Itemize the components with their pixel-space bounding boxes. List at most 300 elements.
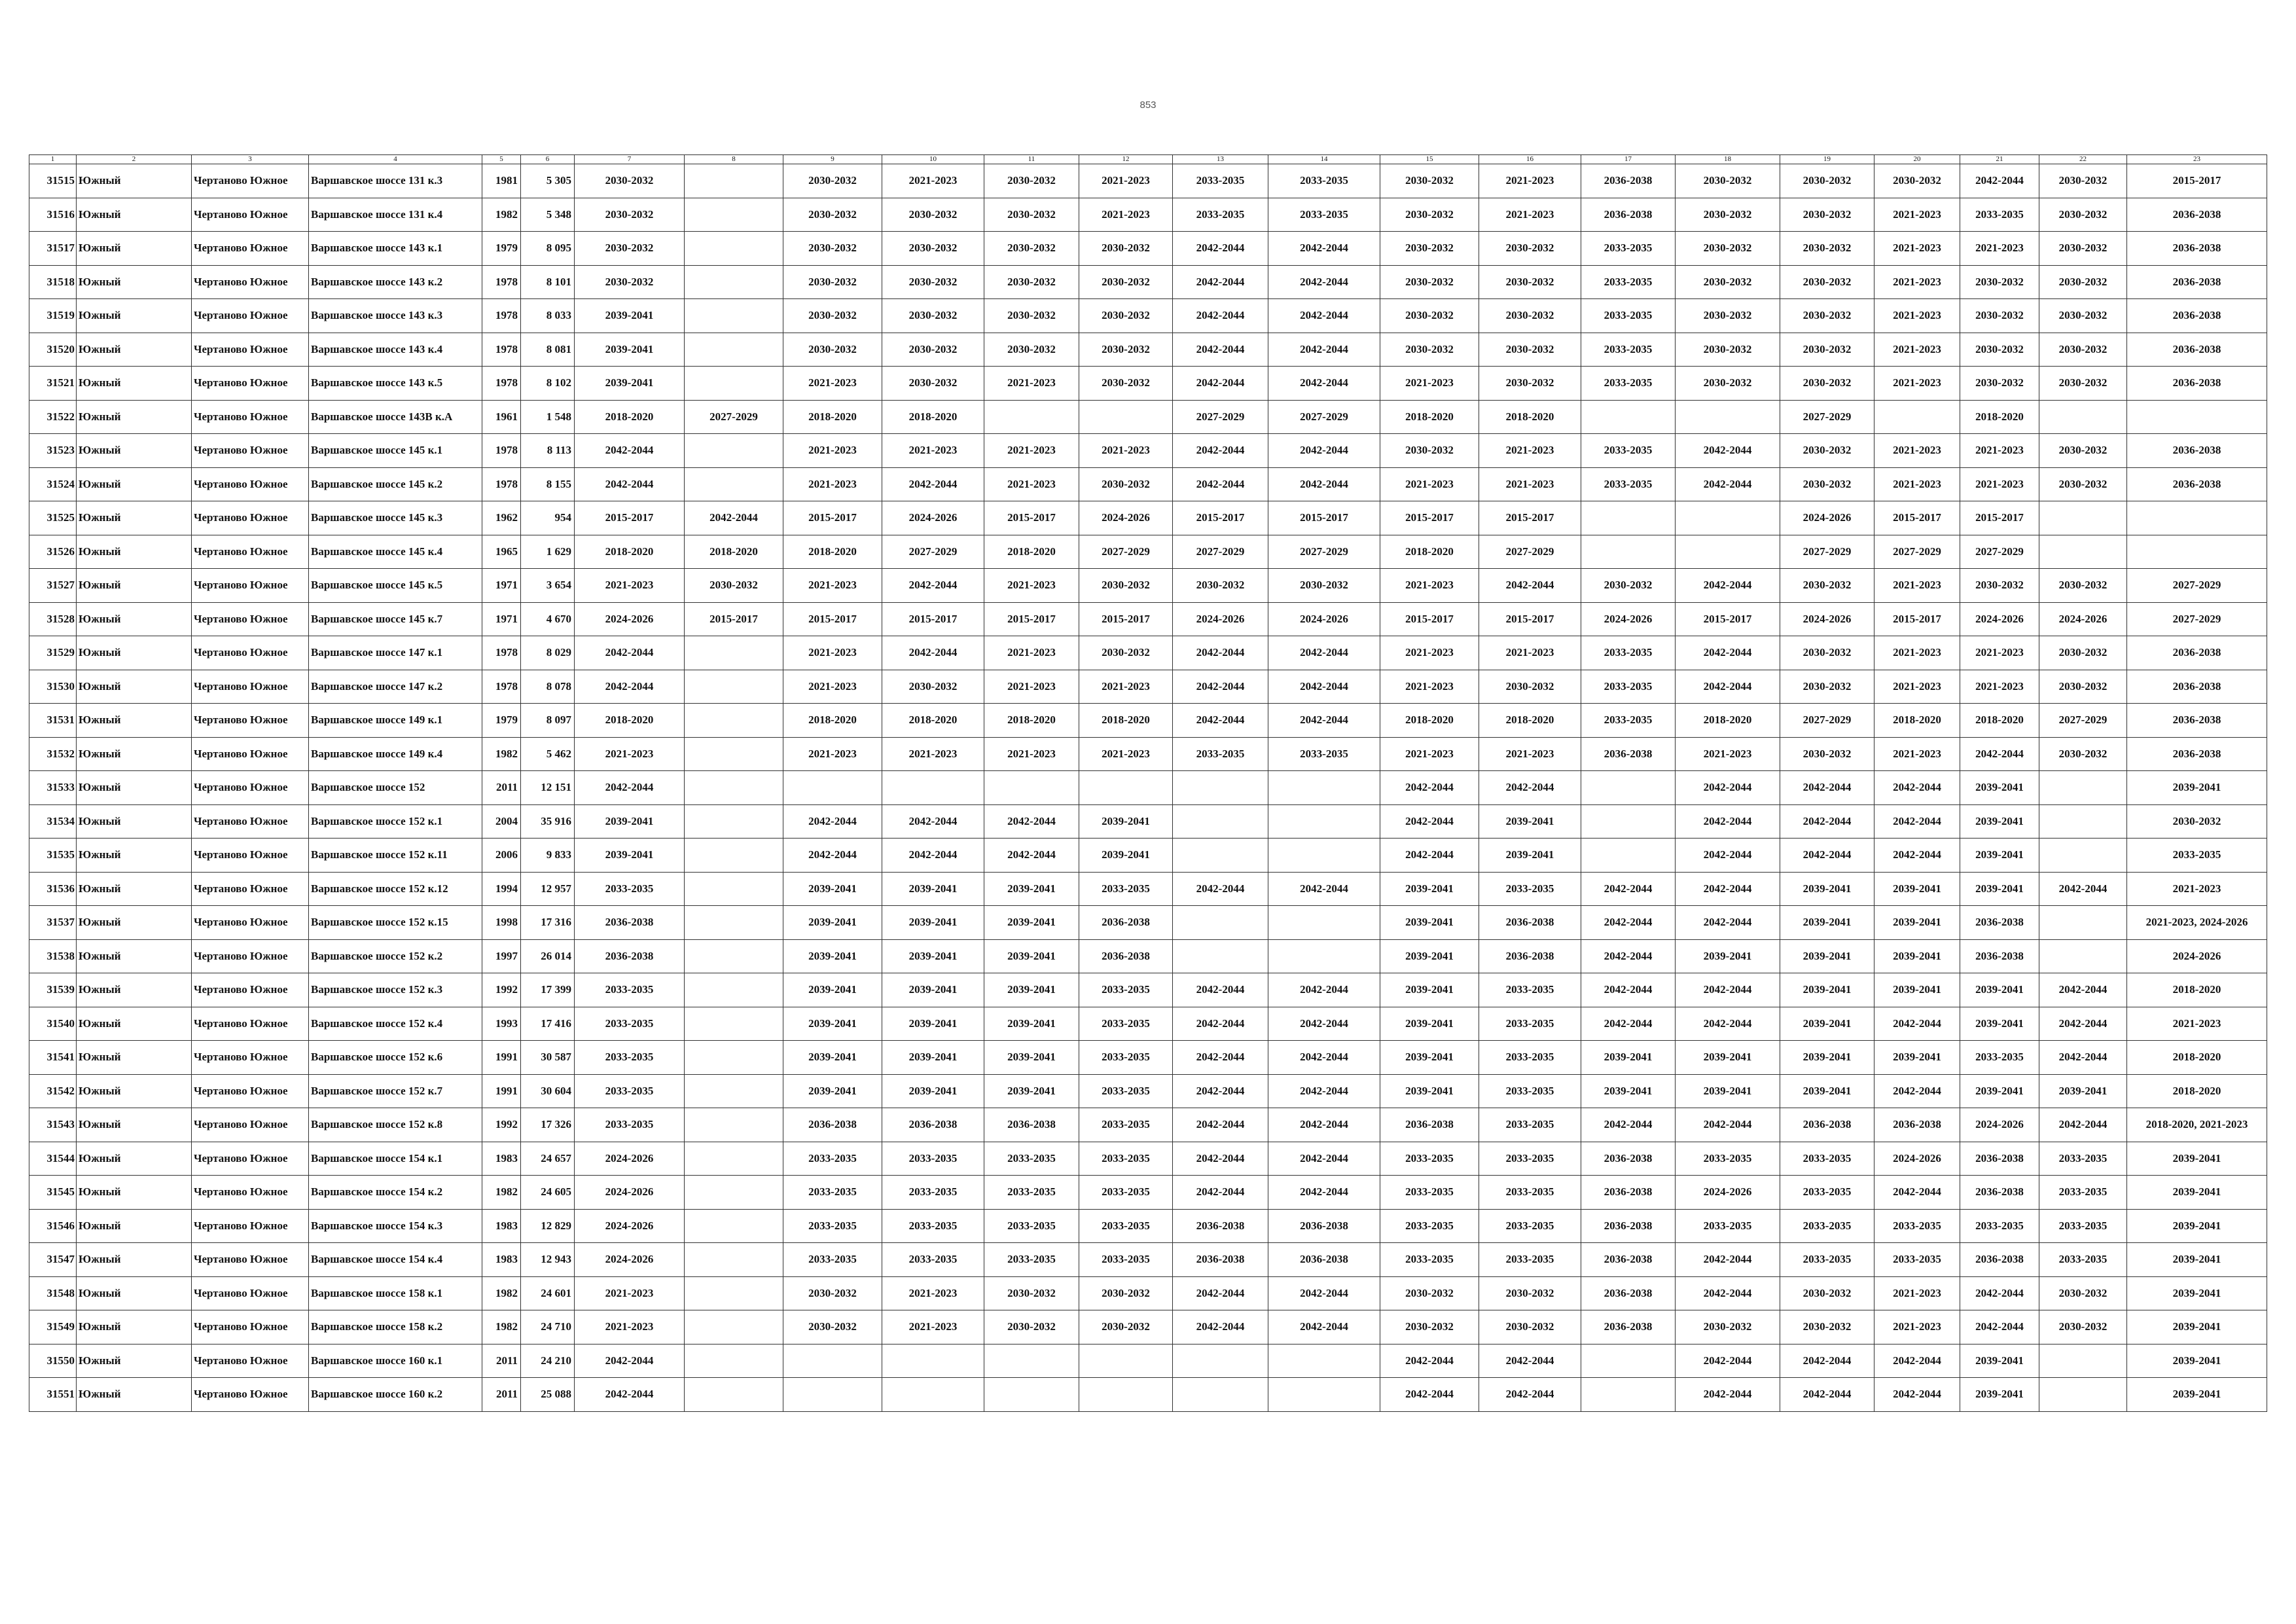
table-cell-col-16: 2033-2035 (1479, 1074, 1581, 1108)
table-cell-col-18: 2042-2044 (1676, 906, 1780, 940)
table-cell-col-12: 2030-2032 (1079, 1310, 1173, 1344)
table-cell-col-4: Варшавское шоссе 145 к.3 (309, 501, 482, 535)
table-cell-col-4: Варшавское шоссе 149 к.4 (309, 737, 482, 771)
table-cell-col-13: 2042-2044 (1173, 973, 1268, 1007)
table-cell-col-17 (1581, 839, 1676, 873)
table-cell-col-5: 1991 (482, 1041, 521, 1075)
table-cell-col-18 (1676, 535, 1780, 569)
table-cell-col-23: 2030-2032 (2127, 804, 2267, 839)
table-cell-col-15: 2042-2044 (1380, 1344, 1479, 1378)
table-cell-col-4: Варшавское шоссе 131 к.4 (309, 198, 482, 232)
table-cell-col-5: 2006 (482, 839, 521, 873)
table-cell-col-14: 2042-2044 (1268, 1142, 1380, 1176)
table-cell-col-2: Южный (77, 1142, 192, 1176)
table-cell-col-11: 2021-2023 (984, 434, 1079, 468)
table-cell-col-3: Чертаново Южное (192, 232, 309, 266)
table-cell-col-17: 2024-2026 (1581, 602, 1676, 636)
table-cell-col-7: 2021-2023 (575, 569, 685, 603)
table-cell-col-7: 2018-2020 (575, 704, 685, 738)
table-cell-col-11: 2033-2035 (984, 1142, 1079, 1176)
table-cell-col-22: 2030-2032 (2039, 198, 2127, 232)
table-cell-col-17: 2033-2035 (1581, 467, 1676, 501)
table-cell-col-21: 2042-2044 (1960, 164, 2039, 198)
table-cell-col-13: 2033-2035 (1173, 737, 1268, 771)
table-cell-col-22 (2039, 939, 2127, 973)
table-cell-col-6: 1 629 (521, 535, 575, 569)
table-cell-col-8 (685, 164, 783, 198)
table-cell-col-21: 2042-2044 (1960, 1310, 2039, 1344)
table-cell-col-21: 2042-2044 (1960, 1276, 2039, 1310)
table-cell-col-23: 2036-2038 (2127, 333, 2267, 367)
table-cell-col-21: 2030-2032 (1960, 333, 2039, 367)
table-cell-col-7: 2039-2041 (575, 804, 685, 839)
table-cell-col-18: 2042-2044 (1676, 569, 1780, 603)
table-cell-col-2: Южный (77, 1176, 192, 1210)
table-cell-col-15: 2030-2032 (1380, 265, 1479, 299)
table-cell-col-23: 2039-2041 (2127, 1310, 2267, 1344)
table-row (29, 704, 2267, 738)
table-cell-col-4: Варшавское шоссе 152 к.8 (309, 1108, 482, 1142)
table-row (29, 467, 2267, 501)
table-cell-col-21: 2021-2023 (1960, 434, 2039, 468)
table-cell-col-22: 2030-2032 (2039, 367, 2127, 401)
table-cell-col-9 (783, 1344, 882, 1378)
table-cell-col-6: 17 416 (521, 1007, 575, 1041)
table-cell-col-15: 2021-2023 (1380, 670, 1479, 704)
table-cell-col-17: 2036-2038 (1581, 198, 1676, 232)
table-cell-col-19: 2042-2044 (1780, 839, 1874, 873)
table-cell-col-17 (1581, 1378, 1676, 1412)
table-cell-col-10: 2030-2032 (882, 299, 984, 333)
table-cell-col-13 (1173, 906, 1268, 940)
table-cell-col-20: 2042-2044 (1874, 1378, 1960, 1412)
table-cell-col-13: 2042-2044 (1173, 232, 1268, 266)
table-row (29, 670, 2267, 704)
table-cell-col-8 (685, 939, 783, 973)
table-cell-col-22: 2042-2044 (2039, 1007, 2127, 1041)
table-cell-col-8 (685, 1007, 783, 1041)
column-number-9: 9 (783, 155, 882, 164)
table-cell-col-5: 1992 (482, 1108, 521, 1142)
table-cell-col-19: 2036-2038 (1780, 1108, 1874, 1142)
table-cell-col-13: 2042-2044 (1173, 434, 1268, 468)
column-number-21: 21 (1960, 155, 2039, 164)
table-cell-col-20: 2021-2023 (1874, 434, 1960, 468)
table-cell-col-20: 2021-2023 (1874, 198, 1960, 232)
table-cell-col-16: 2021-2023 (1479, 434, 1581, 468)
table-cell-col-3: Чертаново Южное (192, 1276, 309, 1310)
table-cell-col-1: 31522 (29, 400, 77, 434)
table-cell-col-6: 5 462 (521, 737, 575, 771)
table-cell-col-14: 2033-2035 (1268, 164, 1380, 198)
table-row (29, 1007, 2267, 1041)
table-cell-col-12: 2015-2017 (1079, 602, 1173, 636)
table-cell-col-20: 2042-2044 (1874, 1074, 1960, 1108)
table-cell-col-20: 2021-2023 (1874, 636, 1960, 670)
table-cell-col-3: Чертаново Южное (192, 1209, 309, 1243)
table-cell-col-7: 2024-2026 (575, 1209, 685, 1243)
table-cell-col-18: 2039-2041 (1676, 1074, 1780, 1108)
table-cell-col-19: 2030-2032 (1780, 434, 1874, 468)
table-cell-col-10: 2030-2032 (882, 265, 984, 299)
table-cell-col-23: 2036-2038 (2127, 367, 2267, 401)
table-cell-col-21: 2039-2041 (1960, 1074, 2039, 1108)
table-cell-col-23: 2027-2029 (2127, 569, 2267, 603)
table-cell-col-14: 2033-2035 (1268, 737, 1380, 771)
table-cell-col-16: 2027-2029 (1479, 535, 1581, 569)
table-cell-col-20: 2042-2044 (1874, 1344, 1960, 1378)
table-cell-col-11 (984, 400, 1079, 434)
table-cell-col-16: 2036-2038 (1479, 906, 1581, 940)
table-cell-col-13: 2030-2032 (1173, 569, 1268, 603)
table-cell-col-18: 2030-2032 (1676, 232, 1780, 266)
table-cell-col-2: Южный (77, 1041, 192, 1075)
table-cell-col-9: 2033-2035 (783, 1209, 882, 1243)
table-cell-col-4: Варшавское шоссе 154 к.2 (309, 1176, 482, 1210)
table-cell-col-10: 2018-2020 (882, 704, 984, 738)
table-cell-col-13: 2042-2044 (1173, 872, 1268, 906)
table-cell-col-13: 2027-2029 (1173, 400, 1268, 434)
table-cell-col-20: 2021-2023 (1874, 1276, 1960, 1310)
table-cell-col-17: 2042-2044 (1581, 1007, 1676, 1041)
table-cell-col-2: Южный (77, 1007, 192, 1041)
table-cell-col-4: Варшавское шоссе 145 к.1 (309, 434, 482, 468)
table-cell-col-23: 2036-2038 (2127, 434, 2267, 468)
table-cell-col-21: 2039-2041 (1960, 872, 2039, 906)
table-cell-col-6: 5 348 (521, 198, 575, 232)
table-cell-col-15: 2018-2020 (1380, 704, 1479, 738)
table-cell-col-5: 1979 (482, 704, 521, 738)
table-cell-col-3: Чертаново Южное (192, 704, 309, 738)
table-cell-col-8 (685, 737, 783, 771)
table-cell-col-9: 2018-2020 (783, 535, 882, 569)
table-cell-col-5: 2011 (482, 771, 521, 805)
table-cell-col-4: Варшавское шоссе 143 к.2 (309, 265, 482, 299)
table-cell-col-19: 2030-2032 (1780, 232, 1874, 266)
table-cell-col-20: 2021-2023 (1874, 467, 1960, 501)
table-cell-col-9: 2039-2041 (783, 1074, 882, 1108)
table-cell-col-20: 2027-2029 (1874, 535, 1960, 569)
table-cell-col-15: 2042-2044 (1380, 1378, 1479, 1412)
table-cell-col-19: 2042-2044 (1780, 804, 1874, 839)
table-cell-col-7: 2033-2035 (575, 872, 685, 906)
table-cell-col-8: 2027-2029 (685, 400, 783, 434)
table-cell-col-7: 2042-2044 (575, 1378, 685, 1412)
table-cell-col-23: 2033-2035 (2127, 839, 2267, 873)
table-cell-col-2: Южный (77, 501, 192, 535)
table-cell-col-20: 2018-2020 (1874, 704, 1960, 738)
table-cell-col-17 (1581, 535, 1676, 569)
table-cell-col-17: 2033-2035 (1581, 434, 1676, 468)
table-cell-col-18: 2042-2044 (1676, 670, 1780, 704)
table-cell-col-13: 2042-2044 (1173, 1276, 1268, 1310)
table-cell-col-17: 2036-2038 (1581, 1243, 1676, 1277)
column-number-row (29, 155, 2267, 164)
table-cell-col-17: 2036-2038 (1581, 1209, 1676, 1243)
column-number-16: 16 (1479, 155, 1581, 164)
table-cell-col-17: 2033-2035 (1581, 265, 1676, 299)
table-row (29, 1310, 2267, 1344)
table-cell-col-6: 8 101 (521, 265, 575, 299)
table-cell-col-9: 2036-2038 (783, 1108, 882, 1142)
table-cell-col-20: 2039-2041 (1874, 872, 1960, 906)
table-cell-col-22 (2039, 804, 2127, 839)
table-cell-col-20: 2021-2023 (1874, 333, 1960, 367)
table-cell-col-2: Южный (77, 1243, 192, 1277)
table-cell-col-10: 2021-2023 (882, 434, 984, 468)
table-cell-col-21: 2036-2038 (1960, 1142, 2039, 1176)
table-cell-col-8 (685, 1209, 783, 1243)
table-cell-col-4: Варшавское шоссе 143 к.1 (309, 232, 482, 266)
table-row (29, 1243, 2267, 1277)
table-cell-col-4: Варшавское шоссе 158 к.1 (309, 1276, 482, 1310)
table-cell-col-19: 2024-2026 (1780, 602, 1874, 636)
table-cell-col-11: 2015-2017 (984, 501, 1079, 535)
table-cell-col-18: 2042-2044 (1676, 872, 1780, 906)
table-cell-col-8 (685, 1243, 783, 1277)
table-cell-col-13: 2042-2044 (1173, 1176, 1268, 1210)
table-cell-col-23: 2036-2038 (2127, 670, 2267, 704)
table-cell-col-9: 2033-2035 (783, 1176, 882, 1210)
table-cell-col-22: 2030-2032 (2039, 333, 2127, 367)
table-cell-col-17: 2030-2032 (1581, 569, 1676, 603)
table-cell-col-17 (1581, 771, 1676, 805)
table-cell-col-21: 2018-2020 (1960, 400, 2039, 434)
column-number-11: 11 (984, 155, 1079, 164)
table-cell-col-19: 2030-2032 (1780, 333, 1874, 367)
table-cell-col-12: 2024-2026 (1079, 501, 1173, 535)
table-cell-col-20: 2024-2026 (1874, 1142, 1960, 1176)
table-cell-col-9: 2030-2032 (783, 1310, 882, 1344)
table-cell-col-23: 2036-2038 (2127, 299, 2267, 333)
table-cell-col-8 (685, 198, 783, 232)
table-cell-col-16: 2021-2023 (1479, 164, 1581, 198)
table-cell-col-20: 2021-2023 (1874, 1310, 1960, 1344)
table-cell-col-9: 2042-2044 (783, 839, 882, 873)
table-cell-col-4: Варшавское шоссе 145 к.7 (309, 602, 482, 636)
table-cell-col-11: 2018-2020 (984, 535, 1079, 569)
table-row (29, 333, 2267, 367)
table-cell-col-14: 2033-2035 (1268, 198, 1380, 232)
table-cell-col-9: 2018-2020 (783, 400, 882, 434)
table-cell-col-14: 2042-2044 (1268, 1108, 1380, 1142)
table-cell-col-12: 2030-2032 (1079, 1276, 1173, 1310)
table-cell-col-1: 31536 (29, 872, 77, 906)
table-cell-col-12: 2033-2035 (1079, 1142, 1173, 1176)
table-row (29, 906, 2267, 940)
table-cell-col-2: Южный (77, 198, 192, 232)
table-cell-col-23: 2015-2017 (2127, 164, 2267, 198)
table-cell-col-1: 31526 (29, 535, 77, 569)
table-cell-col-16: 2033-2035 (1479, 872, 1581, 906)
table-cell-col-6: 17 316 (521, 906, 575, 940)
table-cell-col-6: 24 210 (521, 1344, 575, 1378)
table-cell-col-21: 2039-2041 (1960, 1344, 2039, 1378)
table-cell-col-11: 2018-2020 (984, 704, 1079, 738)
table-cell-col-7: 2021-2023 (575, 737, 685, 771)
table-cell-col-4: Варшавское шоссе 147 к.1 (309, 636, 482, 670)
table-cell-col-1: 31541 (29, 1041, 77, 1075)
table-cell-col-7: 2018-2020 (575, 535, 685, 569)
table-row (29, 501, 2267, 535)
table-cell-col-10: 2021-2023 (882, 1276, 984, 1310)
table-cell-col-8 (685, 839, 783, 873)
table-cell-col-14: 2042-2044 (1268, 1007, 1380, 1041)
table-cell-col-6: 17 326 (521, 1108, 575, 1142)
table-cell-col-23: 2021-2023 (2127, 872, 2267, 906)
table-cell-col-5: 1992 (482, 973, 521, 1007)
table-cell-col-21: 2039-2041 (1960, 973, 2039, 1007)
table-cell-col-6: 1 548 (521, 400, 575, 434)
table-cell-col-3: Чертаново Южное (192, 1310, 309, 1344)
table-cell-col-17: 2036-2038 (1581, 1142, 1676, 1176)
table-cell-col-3: Чертаново Южное (192, 1007, 309, 1041)
table-cell-col-12 (1079, 400, 1173, 434)
table-cell-col-22: 2030-2032 (2039, 636, 2127, 670)
table-cell-col-14: 2042-2044 (1268, 1310, 1380, 1344)
table-cell-col-16: 2021-2023 (1479, 636, 1581, 670)
table-row (29, 367, 2267, 401)
table-cell-col-8 (685, 265, 783, 299)
table-cell-col-8 (685, 467, 783, 501)
table-cell-col-16: 2033-2035 (1479, 1243, 1581, 1277)
table-cell-col-10: 2036-2038 (882, 1108, 984, 1142)
table-cell-col-5: 1998 (482, 906, 521, 940)
table-cell-col-5: 1978 (482, 299, 521, 333)
table-cell-col-1: 31531 (29, 704, 77, 738)
table-cell-col-3: Чертаново Южное (192, 872, 309, 906)
table-cell-col-23: 2018-2020, 2021-2023 (2127, 1108, 2267, 1142)
table-cell-col-5: 1982 (482, 1310, 521, 1344)
table-cell-col-22: 2027-2029 (2039, 704, 2127, 738)
table-cell-col-9: 2039-2041 (783, 1041, 882, 1075)
table-cell-col-15: 2039-2041 (1380, 1007, 1479, 1041)
table-cell-col-1: 31519 (29, 299, 77, 333)
table-cell-col-4: Варшавское шоссе 149 к.1 (309, 704, 482, 738)
table-cell-col-10: 2018-2020 (882, 400, 984, 434)
table-cell-col-15: 2021-2023 (1380, 737, 1479, 771)
table-cell-col-8 (685, 1041, 783, 1075)
table-cell-col-16: 2033-2035 (1479, 1209, 1581, 1243)
table-cell-col-2: Южный (77, 1344, 192, 1378)
table-cell-col-12 (1079, 1378, 1173, 1412)
table-cell-col-7: 2015-2017 (575, 501, 685, 535)
table-cell-col-23: 2021-2023 (2127, 1007, 2267, 1041)
table-cell-col-13: 2042-2044 (1173, 1041, 1268, 1075)
table-cell-col-4: Варшавское шоссе 152 (309, 771, 482, 805)
table-row (29, 265, 2267, 299)
table-cell-col-1: 31521 (29, 367, 77, 401)
table-cell-col-8 (685, 872, 783, 906)
table-cell-col-18: 2015-2017 (1676, 602, 1780, 636)
table-cell-col-10: 2021-2023 (882, 1310, 984, 1344)
table-cell-col-14: 2042-2044 (1268, 232, 1380, 266)
table-cell-col-12: 2039-2041 (1079, 804, 1173, 839)
table-cell-col-18: 2042-2044 (1676, 804, 1780, 839)
table-cell-col-22: 2039-2041 (2039, 1074, 2127, 1108)
table-cell-col-8 (685, 804, 783, 839)
table-cell-col-9 (783, 1378, 882, 1412)
table-row (29, 1176, 2267, 1210)
table-cell-col-13: 2042-2044 (1173, 1108, 1268, 1142)
table-cell-col-1: 31535 (29, 839, 77, 873)
table-cell-col-6: 8 097 (521, 704, 575, 738)
table-cell-col-10: 2030-2032 (882, 232, 984, 266)
table-cell-col-21: 2039-2041 (1960, 771, 2039, 805)
table-cell-col-16: 2030-2032 (1479, 232, 1581, 266)
table-cell-col-18: 2039-2041 (1676, 939, 1780, 973)
table-cell-col-4: Варшавское шоссе 154 к.4 (309, 1243, 482, 1277)
table-cell-col-22: 2030-2032 (2039, 1310, 2127, 1344)
table-cell-col-19: 2042-2044 (1780, 771, 1874, 805)
table-cell-col-3: Чертаново Южное (192, 501, 309, 535)
table-cell-col-12: 2030-2032 (1079, 333, 1173, 367)
table-cell-col-12 (1079, 1344, 1173, 1378)
table-cell-col-15: 2030-2032 (1380, 1276, 1479, 1310)
table-cell-col-15: 2030-2032 (1380, 164, 1479, 198)
table-cell-col-17: 2042-2044 (1581, 1108, 1676, 1142)
table-cell-col-15: 2036-2038 (1380, 1108, 1479, 1142)
table-cell-col-7: 2021-2023 (575, 1276, 685, 1310)
table-cell-col-8 (685, 1276, 783, 1310)
table-cell-col-13: 2042-2044 (1173, 670, 1268, 704)
table-cell-col-13: 2042-2044 (1173, 265, 1268, 299)
table-cell-col-20 (1874, 400, 1960, 434)
table-cell-col-17: 2039-2041 (1581, 1041, 1676, 1075)
table-cell-col-22: 2030-2032 (2039, 569, 2127, 603)
table-cell-col-23: 2036-2038 (2127, 265, 2267, 299)
table-cell-col-17: 2033-2035 (1581, 636, 1676, 670)
table-cell-col-14: 2042-2044 (1268, 333, 1380, 367)
column-number-17: 17 (1581, 155, 1676, 164)
table-cell-col-14: 2024-2026 (1268, 602, 1380, 636)
table-cell-col-5: 1978 (482, 434, 521, 468)
table-cell-col-15: 2042-2044 (1380, 771, 1479, 805)
table-cell-col-13: 2042-2044 (1173, 1007, 1268, 1041)
column-number-4: 4 (309, 155, 482, 164)
table-cell-col-19: 2039-2041 (1780, 939, 1874, 973)
table-cell-col-5: 2004 (482, 804, 521, 839)
table-cell-col-1: 31534 (29, 804, 77, 839)
table-row (29, 198, 2267, 232)
table-cell-col-20: 2042-2044 (1874, 771, 1960, 805)
table-cell-col-5: 1978 (482, 367, 521, 401)
table-cell-col-21: 2036-2038 (1960, 1176, 2039, 1210)
table-cell-col-3: Чертаново Южное (192, 1074, 309, 1108)
table-cell-col-5: 1997 (482, 939, 521, 973)
table-cell-col-7: 2033-2035 (575, 1074, 685, 1108)
table-cell-col-7: 2039-2041 (575, 839, 685, 873)
table-cell-col-23: 2039-2041 (2127, 771, 2267, 805)
table-cell-col-2: Южный (77, 670, 192, 704)
table-row (29, 1276, 2267, 1310)
table-cell-col-5: 1983 (482, 1243, 521, 1277)
table-cell-col-20: 2042-2044 (1874, 804, 1960, 839)
table-cell-col-2: Южный (77, 1074, 192, 1108)
table-cell-col-19: 2033-2035 (1780, 1243, 1874, 1277)
table-cell-col-3: Чертаново Южное (192, 299, 309, 333)
table-cell-col-22: 2033-2035 (2039, 1243, 2127, 1277)
table-cell-col-16: 2033-2035 (1479, 1041, 1581, 1075)
table-cell-col-20: 2021-2023 (1874, 232, 1960, 266)
table-cell-col-19: 2030-2032 (1780, 164, 1874, 198)
table-cell-col-7: 2033-2035 (575, 1041, 685, 1075)
table-cell-col-6: 5 305 (521, 164, 575, 198)
table-cell-col-23 (2127, 535, 2267, 569)
table-cell-col-6: 24 605 (521, 1176, 575, 1210)
table-cell-col-15: 2015-2017 (1380, 501, 1479, 535)
table-cell-col-1: 31525 (29, 501, 77, 535)
